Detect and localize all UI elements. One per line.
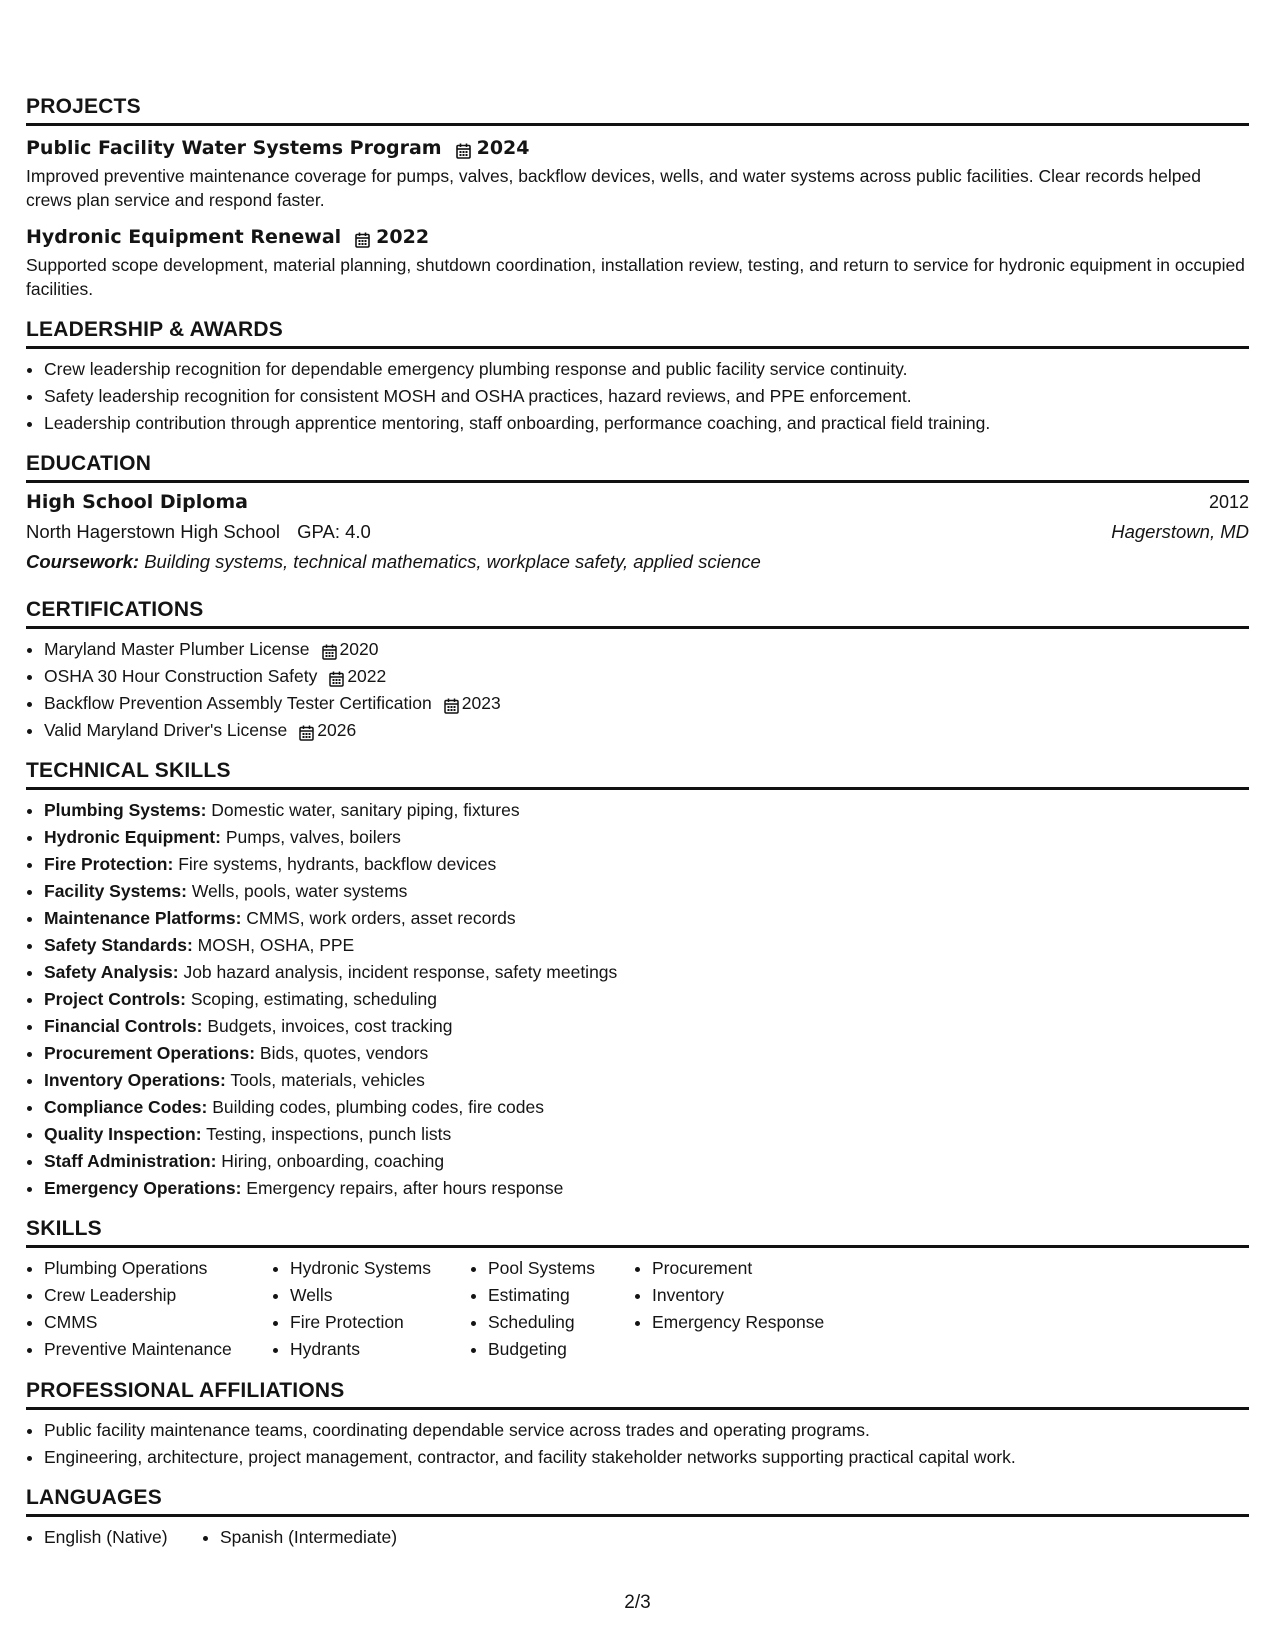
list-item: [44, 797, 1249, 824]
page-number: 2/3: [624, 1592, 651, 1613]
calendar-icon: [329, 668, 344, 684]
skill-value: Pumps, valves, boilers: [225, 827, 401, 847]
skill-label: Emergency Operations:: [44, 1178, 242, 1198]
certifications-section: [26, 597, 1249, 744]
languages-section: [26, 1485, 1249, 1551]
calendar-icon: [456, 140, 471, 156]
project-year: 2022: [376, 226, 430, 248]
list-item: • English (Native): [44, 1524, 202, 1551]
skill-label: Quality Inspection:: [44, 1124, 202, 1144]
skill-label: Project Controls:: [44, 989, 186, 1009]
certification-item: [44, 663, 1249, 690]
section-title-education: EDUCATION: [26, 451, 1249, 483]
list-item: • Leadership contribution through apprentice mentoring, staff onboarding, performance coaching, and practical field training.: [44, 410, 1249, 437]
list-item: [44, 1013, 1249, 1040]
list-item: • Plumbing Operations: [44, 1255, 272, 1282]
education-gpa: GPA: 4.0: [297, 521, 371, 542]
project-item: [26, 224, 1249, 301]
calendar-icon: [322, 641, 337, 657]
project-description: Supported scope development, material planning, shutdown coordination, installation review, testing, and return to service for hydronic equipment in occupied facilities.: [26, 255, 1245, 299]
list-item: • Spanish (Intermediate): [220, 1524, 397, 1551]
list-item: • Estimating: [488, 1282, 634, 1309]
list-item: • Emergency Response: [652, 1309, 892, 1336]
list-item: • Hydrants: [290, 1336, 470, 1363]
calendar-icon: [299, 722, 314, 738]
coursework-text: Building systems, technical mathematics, workplace safety, applied science: [144, 551, 761, 572]
technical-skills-section: [26, 758, 1249, 1202]
technical-skills-list: [26, 797, 1249, 1202]
education-year: 2012: [1208, 492, 1249, 512]
list-item: • Safety leadership recognition for consistent MOSH and OSHA practices, hazard reviews, and PPE enforcement.: [44, 383, 1249, 410]
skill-value: MOSH, OSHA, PPE: [197, 935, 355, 955]
list-item: [44, 1175, 1249, 1202]
list-item: • Public facility maintenance teams, coordinating dependable service across trades and operating programs.: [44, 1417, 1249, 1444]
languages-list: [26, 1524, 1249, 1551]
certification-year: 2022: [347, 666, 387, 686]
certification-year: 2023: [461, 693, 501, 713]
list-item: • Budgeting: [488, 1336, 634, 1363]
coursework-label: Coursework:: [26, 551, 140, 572]
section-title-technical-skills: TECHNICAL SKILLS: [26, 758, 1249, 790]
skills-column: [634, 1255, 892, 1363]
list-item: • Crew Leadership: [44, 1282, 272, 1309]
project-year: 2024: [476, 137, 530, 159]
certification-item: [44, 717, 1249, 744]
skill-label: Fire Protection:: [44, 854, 174, 874]
certification-year: 2026: [317, 720, 357, 740]
skill-value: CMMS, work orders, asset records: [246, 908, 516, 928]
skill-value: Bids, quotes, vendors: [259, 1043, 429, 1063]
list-item: [44, 1094, 1249, 1121]
list-item: • Fire Protection: [290, 1309, 470, 1336]
section-title-projects: PROJECTS: [26, 94, 1249, 126]
section-title-certifications: CERTIFICATIONS: [26, 597, 1249, 629]
certification-name: Maryland Master Plumber License: [44, 639, 310, 659]
affiliations-list: [26, 1417, 1249, 1471]
list-item: • Wells: [290, 1282, 470, 1309]
skill-label: Hydronic Equipment:: [44, 827, 221, 847]
education-coursework: [26, 547, 1249, 577]
list-item: • Crew leadership recognition for dependable emergency plumbing response and public facility service continuity.: [44, 356, 1249, 383]
skills-column: [272, 1255, 470, 1363]
certification-name: Valid Maryland Driver's License: [44, 720, 288, 740]
skill-value: Building codes, plumbing codes, fire codes: [212, 1097, 544, 1117]
skill-value: Domestic water, sanitary piping, fixtures: [211, 800, 520, 820]
skill-label: Compliance Codes:: [44, 1097, 208, 1117]
project-name: Public Facility Water Systems Program: [26, 137, 442, 159]
skills-section: [26, 1216, 1249, 1363]
education-degree: High School Diploma: [26, 491, 248, 513]
list-item: [44, 1148, 1249, 1175]
list-item: [44, 1040, 1249, 1067]
skills-column: [26, 1255, 272, 1363]
list-item: • Pool Systems: [488, 1255, 634, 1282]
project-description: Improved preventive maintenance coverage for pumps, valves, backflow devices, wells, and water systems across public facilities. Clear records helped crews plan service and respond faster.: [26, 166, 1201, 210]
list-item: • Inventory: [652, 1282, 892, 1309]
affiliations-section: [26, 1378, 1249, 1471]
skill-value: Hiring, onboarding, coaching: [221, 1151, 445, 1171]
skill-value: Emergency repairs, after hours response: [246, 1178, 564, 1198]
certification-year: 2020: [339, 639, 379, 659]
skill-label: Safety Analysis:: [44, 962, 179, 982]
list-item: [44, 851, 1249, 878]
calendar-icon: [444, 695, 459, 711]
section-title-affiliations: PROFESSIONAL AFFILIATIONS: [26, 1378, 1249, 1410]
calendar-icon: [355, 229, 370, 245]
section-title-leadership: LEADERSHIP & AWARDS: [26, 317, 1249, 349]
leadership-list: [26, 356, 1249, 437]
skill-label: Procurement Operations:: [44, 1043, 256, 1063]
skill-label: Maintenance Platforms:: [44, 908, 242, 928]
education-school: North Hagerstown High School: [26, 521, 280, 542]
certification-name: OSHA 30 Hour Construction Safety: [44, 666, 318, 686]
list-item: • Procurement: [652, 1255, 892, 1282]
section-title-skills: SKILLS: [26, 1216, 1249, 1248]
list-item: [44, 986, 1249, 1013]
skill-label: Financial Controls:: [44, 1016, 203, 1036]
certification-name: Backflow Prevention Assembly Tester Certification: [44, 693, 432, 713]
list-item: • Engineering, architecture, project management, contractor, and facility stakeholder networks supporting practical capital work.: [44, 1444, 1249, 1471]
list-item: [44, 1067, 1249, 1094]
list-item: • CMMS: [44, 1309, 272, 1336]
list-item: [44, 905, 1249, 932]
skill-value: Testing, inspections, punch lists: [206, 1124, 452, 1144]
skill-value: Tools, materials, vehicles: [230, 1070, 425, 1090]
projects-section: [26, 94, 1249, 301]
skill-value: Scoping, estimating, scheduling: [190, 989, 437, 1009]
certifications-list: [26, 636, 1249, 744]
skills-column: [470, 1255, 634, 1363]
skill-value: Wells, pools, water systems: [191, 881, 408, 901]
section-title-languages: LANGUAGES: [26, 1485, 1249, 1517]
list-item: [44, 1121, 1249, 1148]
education-location: Hagerstown, MD: [1111, 521, 1249, 542]
certification-item: [44, 690, 1249, 717]
list-item: • Hydronic Systems: [290, 1255, 470, 1282]
skill-value: Fire systems, hydrants, backflow devices: [178, 854, 497, 874]
list-item: • Preventive Maintenance: [44, 1336, 272, 1363]
skill-label: Plumbing Systems:: [44, 800, 207, 820]
list-item: [44, 878, 1249, 905]
project-item: [26, 135, 1249, 212]
certification-item: [44, 636, 1249, 663]
skill-label: Safety Standards:: [44, 935, 193, 955]
project-name: Hydronic Equipment Renewal: [26, 226, 342, 248]
skill-label: Facility Systems:: [44, 881, 187, 901]
list-item: [44, 932, 1249, 959]
list-item: [44, 959, 1249, 986]
list-item: • Scheduling: [488, 1309, 634, 1336]
skill-value: Job hazard analysis, incident response, safety meetings: [183, 962, 618, 982]
leadership-section: [26, 317, 1249, 437]
education-section: [26, 451, 1249, 577]
skills-grid: [26, 1255, 1249, 1363]
skill-label: Staff Administration:: [44, 1151, 217, 1171]
skill-value: Budgets, invoices, cost tracking: [207, 1016, 453, 1036]
list-item: [44, 824, 1249, 851]
skill-label: Inventory Operations:: [44, 1070, 226, 1090]
